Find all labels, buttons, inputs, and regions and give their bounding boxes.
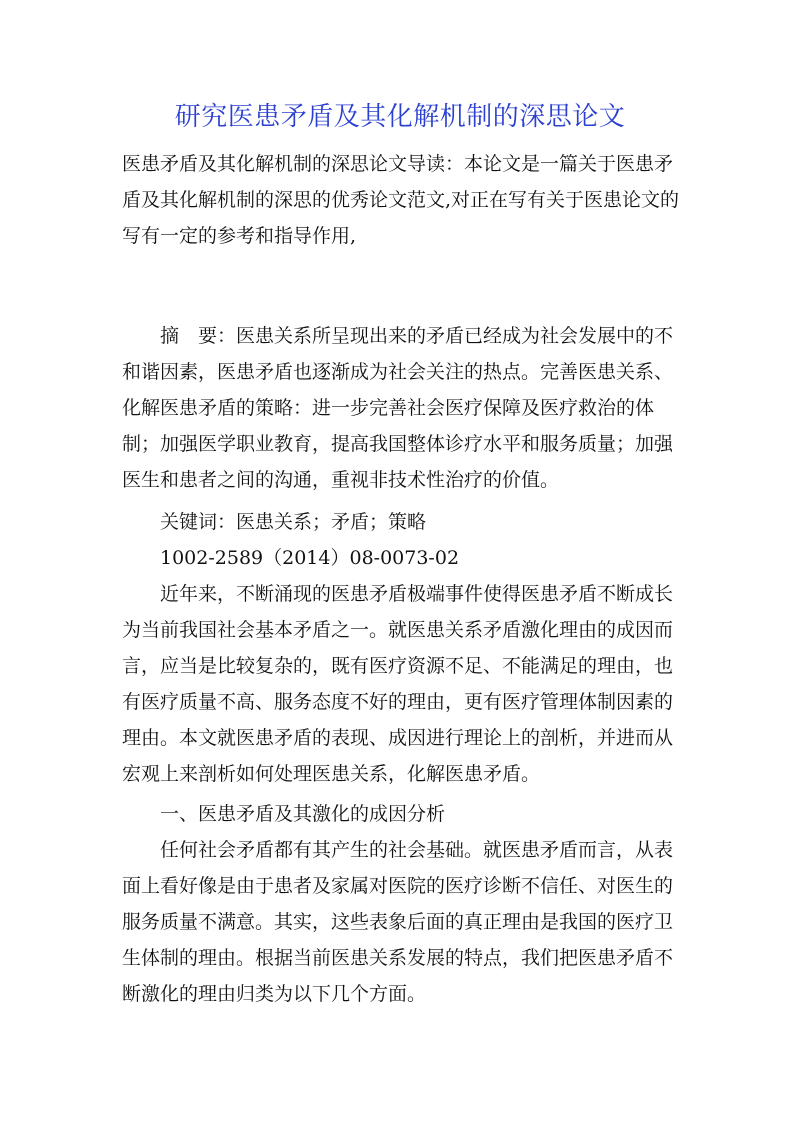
document-title: 研究医患矛盾及其化解机制的深思论文	[174, 102, 626, 132]
classification-number: 1002-2589（2014）08-0073-02	[160, 547, 460, 569]
body-paragraph: 近年来，不断涌现的医患矛盾极端事件使得医患矛盾不断成长为当前我国社会基本矛盾之一。就医患关系矛盾激化理由的成因而言，应当是比较复杂的，既有医疗资源不足、不能满足的理由，也有医疗质量不高、服务态度不好的理由，更有医疗管理体制因素的理由。本文就医患矛盾的表现、成因进行理论上的剖析，并进而从宏观上来剖析如何处理医患关系，化解医患矛盾。	[122, 583, 674, 785]
intro-paragraph: 医患矛盾及其化解机制的深思论文导读：本论文是一篇关于医患矛盾及其化解机制的深思的优秀论文范文,对正在写有关于医患论文的写有一定的参考和指导作用,	[122, 153, 680, 247]
keywords-line: 关键词：医患关系；矛盾；策略	[160, 511, 427, 533]
abstract-paragraph: 摘 要：医患关系所呈现出来的矛盾已经成为社会发展中的不和谐因素，医患矛盾也逐渐成为社会关注的热点。完善医患关系、化解医患矛盾的策略：进一步完善社会医疗保障及医疗救治的体制；加强医学职业教育，提高我国整体诊疗水平和服务质量；加强医生和患者之间的沟通，重视非技术性治疗的价值。	[122, 325, 674, 491]
section-heading: 一、医患矛盾及其激化的成因分析	[160, 803, 446, 825]
body-paragraph: 任何社会矛盾都有其产生的社会基础。就医患矛盾而言，从表面上看好像是由于患者及家属对医院的医疗诊断不信任、对医生的服务质量不满意。其实，这些表象后面的真正理由是我国的医疗卫生体制的理由。根据当前医患关系发展的特点，我们把医患矛盾不断激化的理由归类为以下几个方面。	[122, 839, 674, 1005]
